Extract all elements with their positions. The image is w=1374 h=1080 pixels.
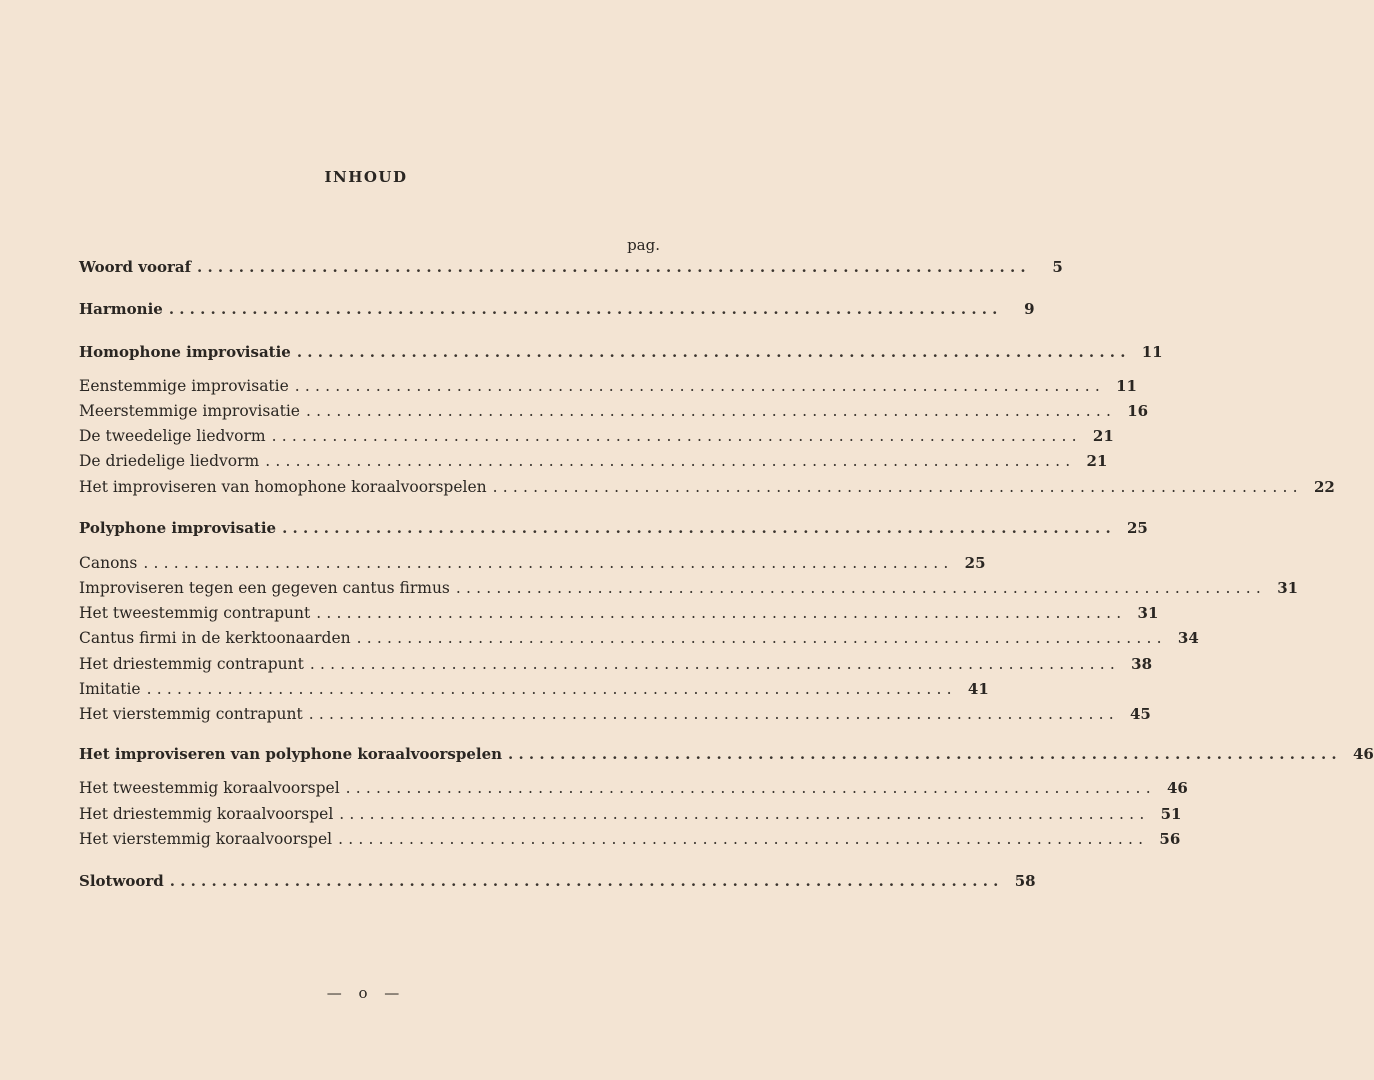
toc-entry-page: 31: [1137, 604, 1159, 622]
toc-entry-page: 51: [1160, 805, 1182, 823]
toc-entry-page: 22: [1313, 478, 1335, 496]
toc-entry-page: 58: [1014, 872, 1036, 890]
toc-entry-label: Polyphone improvisatie: [79, 519, 277, 537]
toc-entry-label: Het improviseren van polyphone koraalvoorspelen: [79, 745, 503, 763]
toc-entry-label: Slotwoord: [79, 872, 164, 890]
toc-entry-slotwoord[interactable]: [79, 872, 1036, 894]
toc-entry-page: 46: [1166, 779, 1188, 797]
toc-entry-polyphone-improvisatie[interactable]: [79, 519, 1148, 541]
toc-entry-label: De tweedelige liedvorm: [79, 427, 266, 445]
toc-entry[interactable]: [79, 452, 1108, 474]
toc-entry[interactable]: [79, 478, 1335, 500]
toc-entry-label: Harmonie: [79, 300, 163, 318]
dot-leader: ................................................................................: [455, 579, 1267, 597]
toc-entry[interactable]: [79, 604, 1159, 626]
toc-entry-label: Cantus firmi in de kerktoonaarden: [79, 629, 351, 647]
dot-leader: ................................................................................: [282, 519, 1116, 537]
toc-entry-page: 16: [1127, 402, 1149, 420]
toc-entry[interactable]: [79, 680, 989, 702]
toc-entry[interactable]: [79, 377, 1137, 399]
toc-entry-label: De driedelige liedvorm: [79, 452, 260, 470]
toc-entry[interactable]: [79, 779, 1188, 801]
toc-entry-harmonie[interactable]: [79, 300, 1035, 322]
dot-leader: ................................................................................: [294, 377, 1105, 395]
toc-entry-label: Imitatie: [79, 680, 141, 698]
page-footer-ornament: — o —: [326, 984, 406, 1002]
toc-entry-page: 56: [1159, 830, 1181, 848]
toc-entry-page: 9: [1024, 300, 1035, 318]
toc-entry-page: 46: [1352, 745, 1374, 763]
toc-entry-label: Het improviseren van homophone koraalvoorspelen: [79, 478, 487, 496]
toc-entry[interactable]: [79, 705, 1151, 727]
toc-entry-page: 11: [1116, 377, 1137, 395]
toc-entry-woord-vooraf[interactable]: [79, 258, 1063, 280]
toc-entry-label: Canons: [79, 554, 138, 572]
toc-entry-label: Woord vooraf: [79, 258, 192, 276]
dot-leader: ................................................................................: [309, 655, 1121, 673]
toc-entry-page: 11: [1141, 343, 1163, 361]
toc-entry[interactable]: [79, 830, 1181, 852]
page-title: INHOUD: [324, 168, 408, 186]
toc-entry-page: 38: [1131, 655, 1153, 673]
toc-entry-page: 21: [1092, 427, 1114, 445]
dot-leader: ................................................................................: [143, 554, 954, 572]
dot-leader: ................................................................................: [345, 779, 1156, 797]
toc-entry[interactable]: [79, 554, 986, 576]
toc-entry-label: Het tweestemmig contrapunt: [79, 604, 311, 622]
toc-entry-page: 41: [967, 680, 989, 698]
dot-leader: ................................................................................: [492, 478, 1303, 496]
toc-entry-page: 45: [1130, 705, 1151, 723]
dot-leader: ................................................................................: [305, 402, 1117, 420]
toc-entry-label: Het driestemmig contrapunt: [79, 655, 304, 673]
toc-entry-page: 5: [1052, 258, 1063, 276]
dot-leader: ................................................................................: [338, 830, 1149, 848]
toc-entry-page: 25: [1127, 519, 1148, 537]
dot-leader: ................................................................................: [316, 604, 1127, 622]
toc-entry-label: Het vierstemmig koraalvoorspel: [79, 830, 333, 848]
toc-entry[interactable]: [79, 427, 1114, 449]
dot-leader: ................................................................................: [169, 872, 1004, 890]
dot-leader: ................................................................................: [296, 343, 1131, 361]
page-column-label: pag.: [627, 236, 660, 254]
toc-entry-homophone-improvisatie[interactable]: [79, 343, 1163, 365]
toc-entry-page: 31: [1277, 579, 1299, 597]
toc-entry[interactable]: [79, 579, 1299, 601]
toc-entry-label: Eenstemmige improvisatie: [79, 377, 289, 395]
dot-leader: ................................................................................: [146, 680, 957, 698]
dot-leader: ................................................................................: [508, 745, 1342, 763]
toc-entry-label: Improviseren tegen een gegeven cantus firmus: [79, 579, 450, 597]
toc-entry-page: 25: [964, 554, 986, 572]
dot-leader: ................................................................................: [356, 629, 1167, 647]
toc-entry[interactable]: [79, 655, 1153, 677]
toc-entry[interactable]: [79, 629, 1199, 651]
toc-entry[interactable]: [79, 805, 1182, 827]
toc-entry-label: Het driestemmig koraalvoorspel: [79, 805, 334, 823]
toc-entry-label: Het vierstemmig contrapunt: [79, 705, 303, 723]
toc-entry-page: 21: [1086, 452, 1108, 470]
dot-leader: ................................................................................: [265, 452, 1076, 470]
toc-entry[interactable]: [79, 402, 1149, 424]
toc-entry-page: 34: [1177, 629, 1199, 647]
dot-leader: ................................................................................: [308, 705, 1119, 723]
toc-entry-polyphone-koraalvoorspelen[interactable]: [79, 745, 1374, 767]
dot-leader: ................................................................................: [339, 805, 1150, 823]
toc-entry-label: Meerstemmige improvisatie: [79, 402, 300, 420]
toc-entry-label: Homophone improvisatie: [79, 343, 291, 361]
dot-leader: ................................................................................: [197, 258, 1031, 276]
dot-leader: ................................................................................: [168, 300, 1003, 318]
dot-leader: ................................................................................: [271, 427, 1082, 445]
toc-entry-label: Het tweestemmig koraalvoorspel: [79, 779, 340, 797]
